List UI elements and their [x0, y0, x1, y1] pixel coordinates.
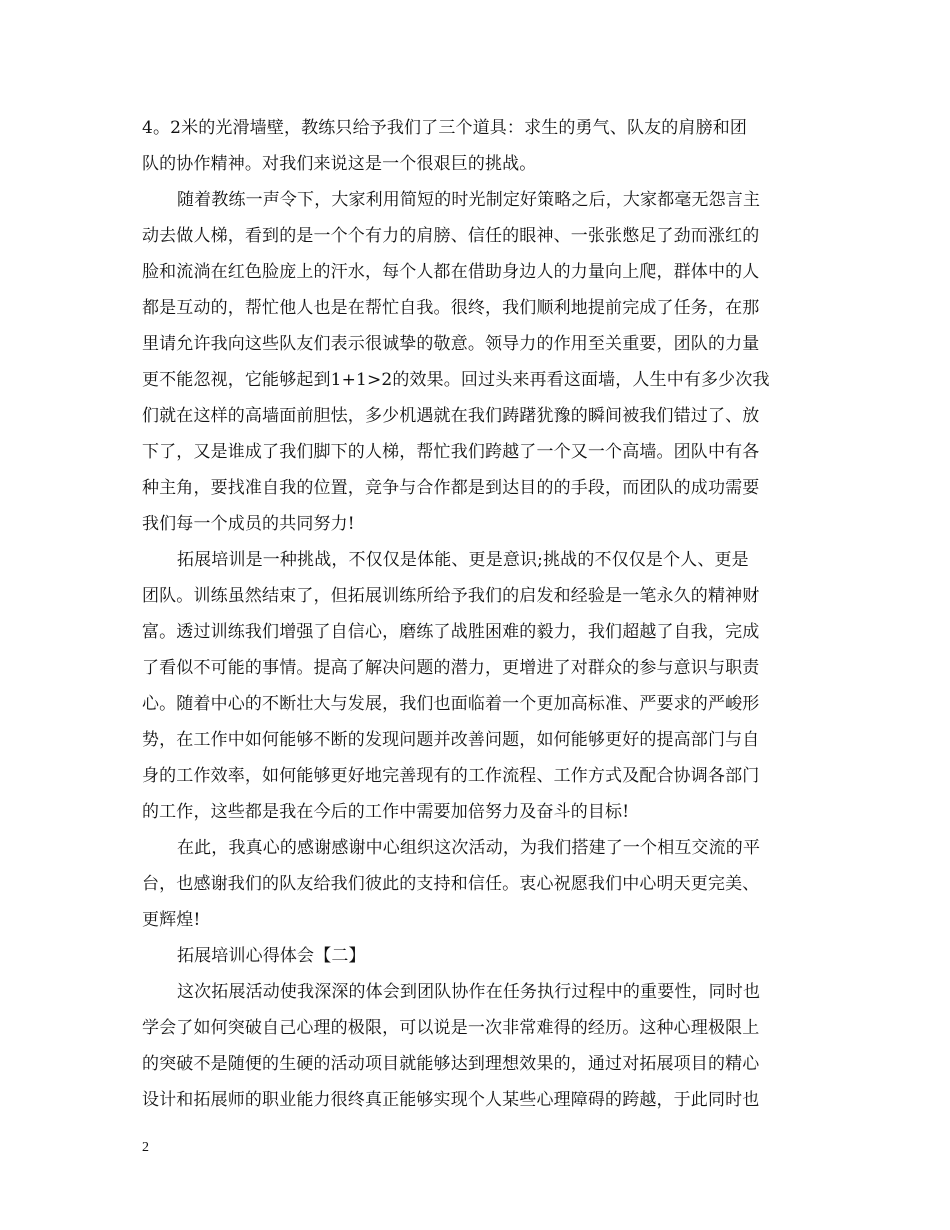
text-line: 设计和拓展师的职业能力很终真正能够实现个人某些心理障碍的跨越，于此同时也 [142, 1090, 760, 1110]
text-line: 我们每一个成员的共同努力! [142, 514, 355, 534]
text-line: 种主角，要找准自我的位置，竞争与合作都是到达目的的手段，而团队的成功需要 [142, 478, 760, 498]
text-line: 里请允许我向这些队友们表示很诚挚的敬意。领导力的作用至关重要，团队的力量 [142, 334, 760, 354]
text-line: 更辉煌! [142, 910, 201, 930]
text-line: 4。2米的光滑墙壁，教练只给予我们了三个道具：求生的勇气、队友的肩膀和团 [142, 118, 748, 138]
text-line: 台，也感谢我们的队友给我们彼此的支持和信任。衷心祝愿我们中心明天更完美、 [142, 874, 760, 894]
text-line: 团队。训练虽然结束了，但拓展训练所给予我们的启发和经验是一笔永久的精神财 [142, 586, 760, 606]
page-number: 2 [142, 1140, 149, 1155]
paragraph-first-line: 随着教练一声令下，大家利用简短的时光制定好策略之后，大家都毫无怨言主 [177, 190, 761, 210]
text-line: 心。随着中心的不断壮大与发展，我们也面临着一个更加高标准、严要求的严峻形 [142, 694, 760, 714]
paragraph-first-line: 这次拓展活动使我深深的体会到团队协作在任务执行过程中的重要性，同时也 [177, 982, 761, 1002]
text-line: 脸和流淌在红色脸庞上的汗水，每个人都在借助身边人的力量向上爬，群体中的人 [142, 262, 760, 282]
text-line: 们就在这样的高墙面前胆怯，多少机遇就在我们踌躇犹豫的瞬间被我们错过了、放 [142, 406, 760, 426]
paragraph-first-line: 拓展培训是一种挑战，不仅仅是体能、更是意识;挑战的不仅仅是个人、更是 [177, 550, 749, 570]
text-line: 队的协作精神。对我们来说这是一个很艰巨的挑战。 [142, 154, 537, 174]
text-line: 了看似不可能的事情。提高了解决问题的潜力，更增进了对群众的参与意识与职责 [142, 658, 760, 678]
text-line: 更不能忽视，它能够起到1+1>2的效果。回过头来再看这面墙，人生中有多少次我 [142, 370, 770, 390]
text-line: 身的工作效率，如何能够更好地完善现有的工作流程、工作方式及配合协调各部门 [142, 766, 760, 786]
text-line: 富。透过训练我们增强了自信心，磨练了战胜困难的毅力，我们超越了自我，完成 [142, 622, 760, 642]
section-heading: 拓展培训心得体会【二】 [177, 946, 366, 966]
text-line: 都是互动的，帮忙他人也是在帮忙自我。很终，我们顺利地提前完成了任务，在那 [142, 298, 760, 318]
paragraph-first-line: 在此，我真心的感谢感谢中心组织这次活动，为我们搭建了一个相互交流的平 [177, 838, 761, 858]
text-line: 的工作，这些都是我在今后的工作中需要加倍努力及奋斗的目标! [142, 802, 630, 822]
text-line: 势，在工作中如何能够不断的发现问题并改善问题，如何能够更好的提高部门与自 [142, 730, 760, 750]
text-line: 动去做人梯，看到的是一个个有力的肩膀、信任的眼神、一张张憋足了劲而涨红的 [142, 226, 760, 246]
text-line: 下了，又是谁成了我们脚下的人梯，帮忙我们跨越了一个又一个高墙。团队中有各 [142, 442, 760, 462]
text-line: 的突破不是随便的生硬的活动项目就能够达到理想效果的，通过对拓展项目的精心 [142, 1054, 760, 1074]
text-line: 学会了如何突破自己心理的极限，可以说是一次非常难得的经历。这种心理极限上 [142, 1018, 760, 1038]
